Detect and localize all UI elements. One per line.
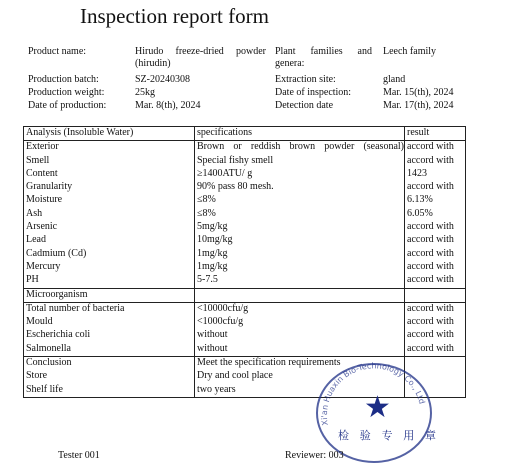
production-weight-value: 25kg: [135, 87, 155, 98]
production-weight-label: Production weight:: [28, 87, 105, 98]
row-item: PH: [24, 274, 195, 288]
row-spec-text: Brown or reddish brown powder (seasonal): [197, 141, 404, 153]
row-spec: Special fishy smell: [195, 155, 405, 168]
row-spec: 5mg/kg: [195, 221, 405, 234]
row-result: accord with: [405, 274, 466, 288]
row-result: accord with: [405, 221, 466, 234]
row-spec: ≥1400ATU/ g: [195, 168, 405, 181]
row-spec: <1000cfu/g: [195, 316, 405, 329]
table-row: [24, 208, 466, 221]
row-result: accord with: [405, 261, 466, 274]
row-item: Lead: [24, 234, 195, 247]
page-title: Inspection report form: [80, 4, 269, 28]
product-name-value: Hirudo freeze-dried powder (hirudin): [135, 46, 266, 69]
row-item: Shelf life: [24, 384, 195, 398]
seal-star-icon: ★: [364, 391, 391, 424]
table-row: [24, 155, 466, 168]
seal-center-text: 检 验 专 用 章: [338, 430, 440, 442]
row-result: [405, 288, 466, 302]
plant-families-value: Leech family: [383, 46, 437, 57]
table-section-row: [24, 288, 466, 302]
production-date-value: Mar. 8(th), 2024: [135, 100, 201, 111]
row-spec: 1mg/kg: [195, 261, 405, 274]
row-spec: [195, 141, 405, 155]
row-spec: [195, 288, 405, 302]
seal-arc-text: Xi'an Huaxin Bio-Technology Co., Ltd: [319, 361, 427, 427]
table-row: [24, 168, 466, 181]
production-date-label: Date of production:: [28, 100, 107, 111]
table-row: [24, 302, 466, 316]
table-row: [24, 234, 466, 247]
row-spec: 10mg/kg: [195, 234, 405, 247]
plant-families-label: Plant families and genera:: [275, 46, 372, 69]
row-item: Content: [24, 168, 195, 181]
row-result: 6.13%: [405, 194, 466, 207]
row-result: accord with: [405, 155, 466, 168]
row-result: accord with: [405, 141, 466, 155]
row-spec: ≤8%: [195, 194, 405, 207]
product-name-label: Product name:: [28, 46, 87, 57]
detection-date-label: Detection date: [275, 100, 334, 111]
row-result: 6.05%: [405, 208, 466, 221]
production-batch-value: SZ-20240308: [135, 74, 190, 85]
tester-signature: Tester 001: [58, 450, 100, 461]
production-batch-label: Production batch:: [28, 74, 99, 85]
table-row: [24, 329, 466, 342]
inspection-date-label: Date of inspection:: [275, 87, 352, 98]
row-item: Escherichia coli: [24, 329, 195, 342]
table-row: [24, 343, 466, 357]
table-row: [24, 141, 466, 155]
row-result: accord with: [405, 343, 466, 357]
row-item: Moisture: [24, 194, 195, 207]
row-result: accord with: [405, 302, 466, 316]
row-item: Granularity: [24, 181, 195, 194]
table-row: [24, 181, 466, 194]
row-item: Cadmium (Cd): [24, 248, 195, 261]
section-title: Microorganism: [24, 288, 195, 302]
row-item: Smell: [24, 155, 195, 168]
row-item: Mercury: [24, 261, 195, 274]
row-item: Exterior: [24, 141, 195, 155]
row-item: Total number of bacteria: [24, 302, 195, 316]
table-row: [24, 316, 466, 329]
table-row: [24, 248, 466, 261]
extraction-site-value: gland: [383, 74, 406, 85]
row-spec: <10000cfu/g: [195, 302, 405, 316]
row-spec: Meet the specification requirements: [195, 357, 405, 371]
row-result: accord with: [405, 329, 466, 342]
table-row: [24, 261, 466, 274]
header-analysis: Analysis (Insoluble Water): [24, 127, 195, 141]
row-item: Mould: [24, 316, 195, 329]
row-spec: without: [195, 329, 405, 342]
detection-date-value: Mar. 17(th), 2024: [383, 100, 454, 111]
row-spec: two years: [195, 384, 405, 398]
table-row: [24, 194, 466, 207]
row-result: accord with: [405, 181, 466, 194]
row-spec: 5-7.5: [195, 274, 405, 288]
extraction-site-label: Extraction site:: [275, 74, 336, 85]
row-result: accord with: [405, 248, 466, 261]
row-spec: 90% pass 80 mesh.: [195, 181, 405, 194]
inspection-date-value: Mar. 15(th), 2024: [383, 87, 454, 98]
row-item: Store: [24, 370, 195, 383]
table-row: [24, 274, 466, 288]
inspection-table: [23, 126, 466, 398]
reviewer-signature: Reviewer: 003: [285, 450, 344, 461]
row-spec: ≤8%: [195, 208, 405, 221]
table-row: [24, 221, 466, 234]
header-specifications: specifications: [195, 127, 405, 141]
header-result: result: [405, 127, 466, 141]
row-item: Salmonella: [24, 343, 195, 357]
table-header-row: [24, 127, 466, 141]
row-spec: 1mg/kg: [195, 248, 405, 261]
row-spec: Dry and cool place: [195, 370, 405, 383]
row-result: accord with: [405, 316, 466, 329]
row-result: accord with: [405, 234, 466, 247]
row-item: Conclusion: [24, 357, 195, 371]
row-item: Arsenic: [24, 221, 195, 234]
row-result: 1423: [405, 168, 466, 181]
row-item: Ash: [24, 208, 195, 221]
row-spec: without: [195, 343, 405, 357]
